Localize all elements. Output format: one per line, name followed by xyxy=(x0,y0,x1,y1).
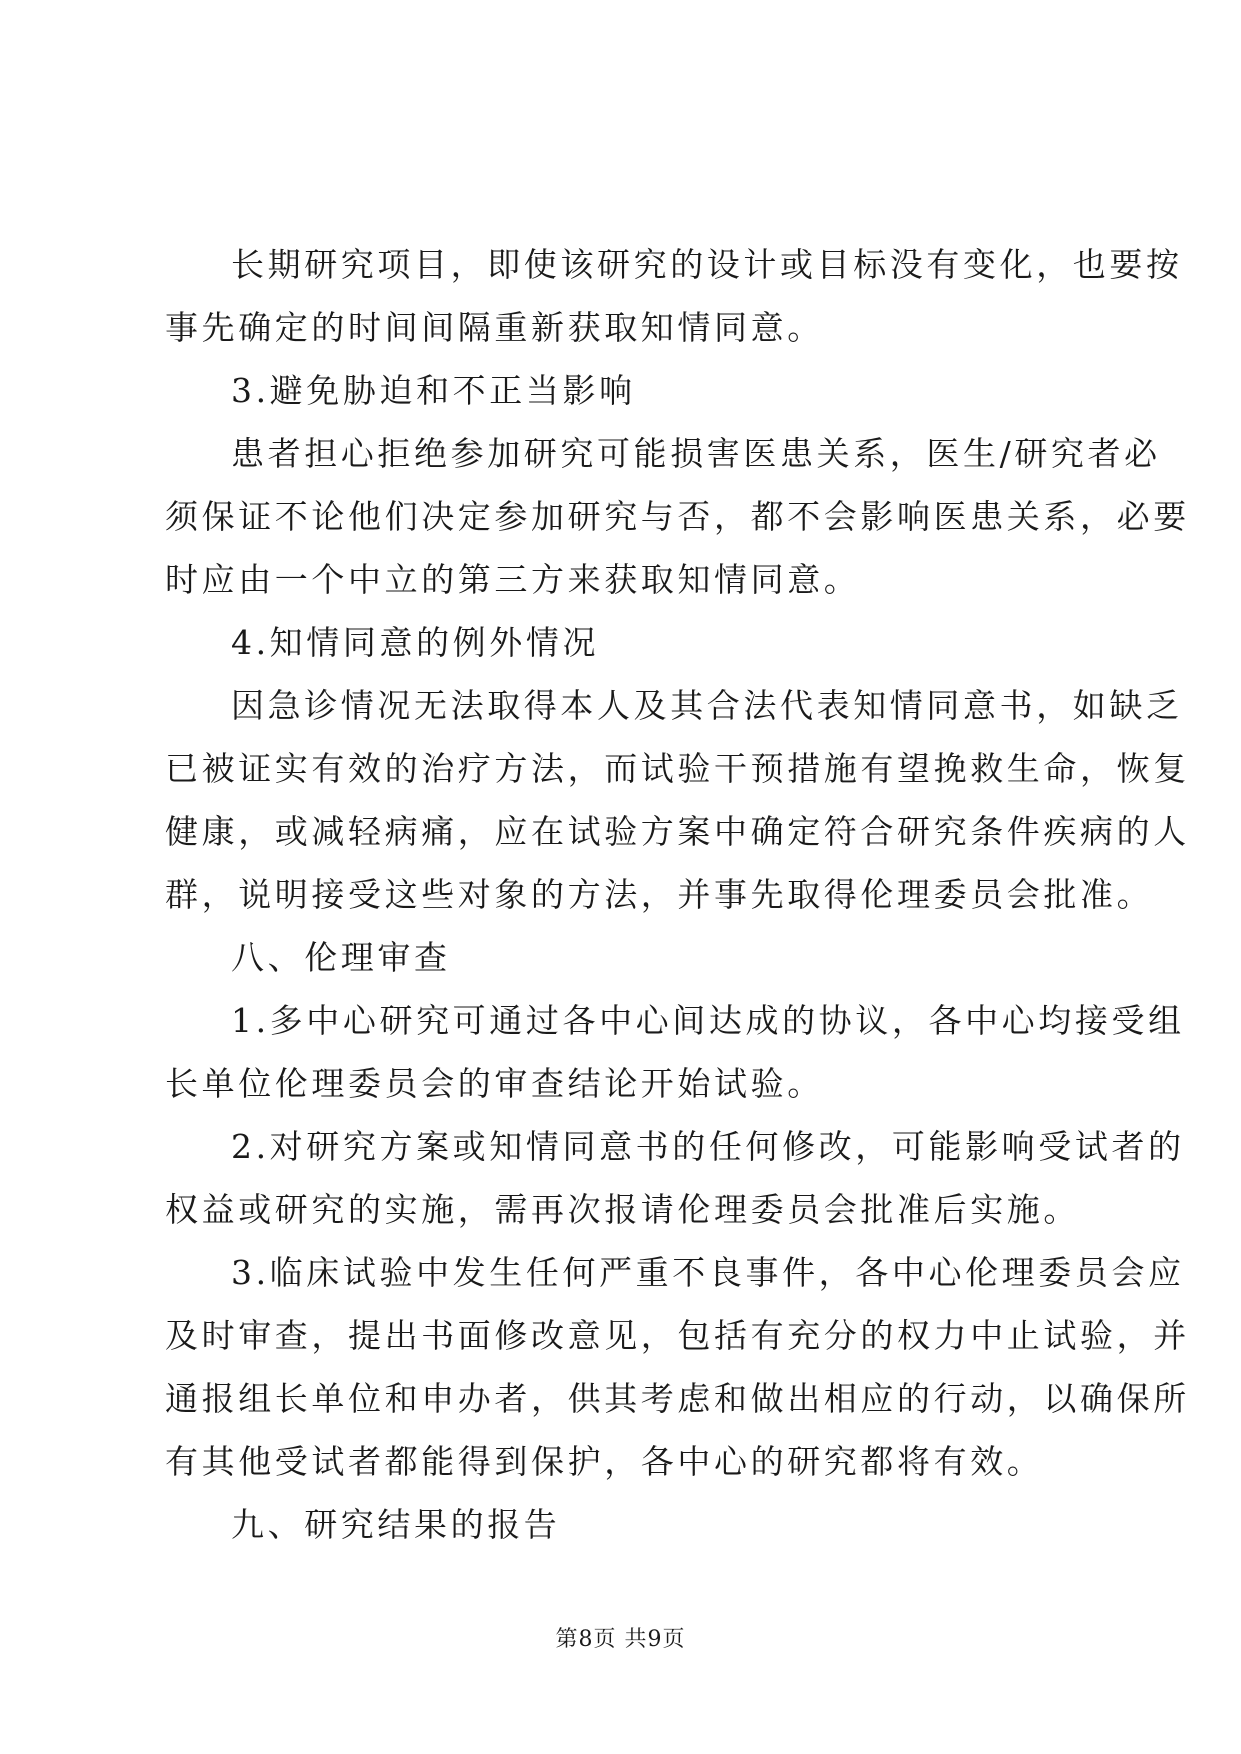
section-heading: 4.知情同意的例外情况 xyxy=(231,623,600,662)
paragraph-line: 长期研究项目，即使该研究的设计或目标没有变化，也要按 xyxy=(231,245,1183,284)
paragraph-line: 事先确定的时间间隔重新获取知情同意。 xyxy=(165,308,824,347)
paragraph-line: 1.多中心研究可通过各中心间达成的协议，各中心均接受组 xyxy=(231,1001,1185,1040)
paragraph-line: 2.对研究方案或知情同意书的任何修改，可能影响受试者的 xyxy=(231,1127,1185,1166)
paragraph-line: 群，说明接受这些对象的方法，并事先取得伦理委员会批准。 xyxy=(165,875,1154,914)
document-body xyxy=(165,233,1190,1556)
paragraph-line: 须保证不论他们决定参加研究与否，都不会影响医患关系，必要 xyxy=(165,497,1190,536)
paragraph-line: 有其他受试者都能得到保护，各中心的研究都将有效。 xyxy=(165,1442,1044,1481)
section-heading: 3.避免胁迫和不正当影响 xyxy=(231,371,636,410)
paragraph-line: 3.临床试验中发生任何严重不良事件，各中心伦理委员会应 xyxy=(231,1253,1185,1292)
chapter-heading: 九、研究结果的报告 xyxy=(231,1505,561,1544)
paragraph-line: 健康，或减轻病痛，应在试验方案中确定符合研究条件疾病的人 xyxy=(165,812,1190,851)
paragraph-line: 权益或研究的实施，需再次报请伦理委员会批准后实施。 xyxy=(165,1190,1080,1229)
paragraph-line: 长单位伦理委员会的审查结论开始试验。 xyxy=(165,1064,824,1103)
paragraph-line: 因急诊情况无法取得本人及其合法代表知情同意书，如缺乏 xyxy=(231,686,1183,725)
paragraph-line: 患者担心拒绝参加研究可能损害医患关系，医生/研究者必 xyxy=(231,434,1161,473)
chapter-heading: 八、伦理审查 xyxy=(231,938,451,977)
paragraph-line: 通报组长单位和申办者，供其考虑和做出相应的行动，以确保所 xyxy=(165,1379,1190,1418)
paragraph-line: 时应由一个中立的第三方来获取知情同意。 xyxy=(165,560,861,599)
page-footer: 第8页 共9页 xyxy=(555,1627,686,1652)
paragraph-line: 已被证实有效的治疗方法，而试验干预措施有望挽救生命，恢复 xyxy=(165,749,1190,788)
paragraph-line: 及时审查，提出书面修改意见，包括有充分的权力中止试验，并 xyxy=(165,1316,1190,1355)
